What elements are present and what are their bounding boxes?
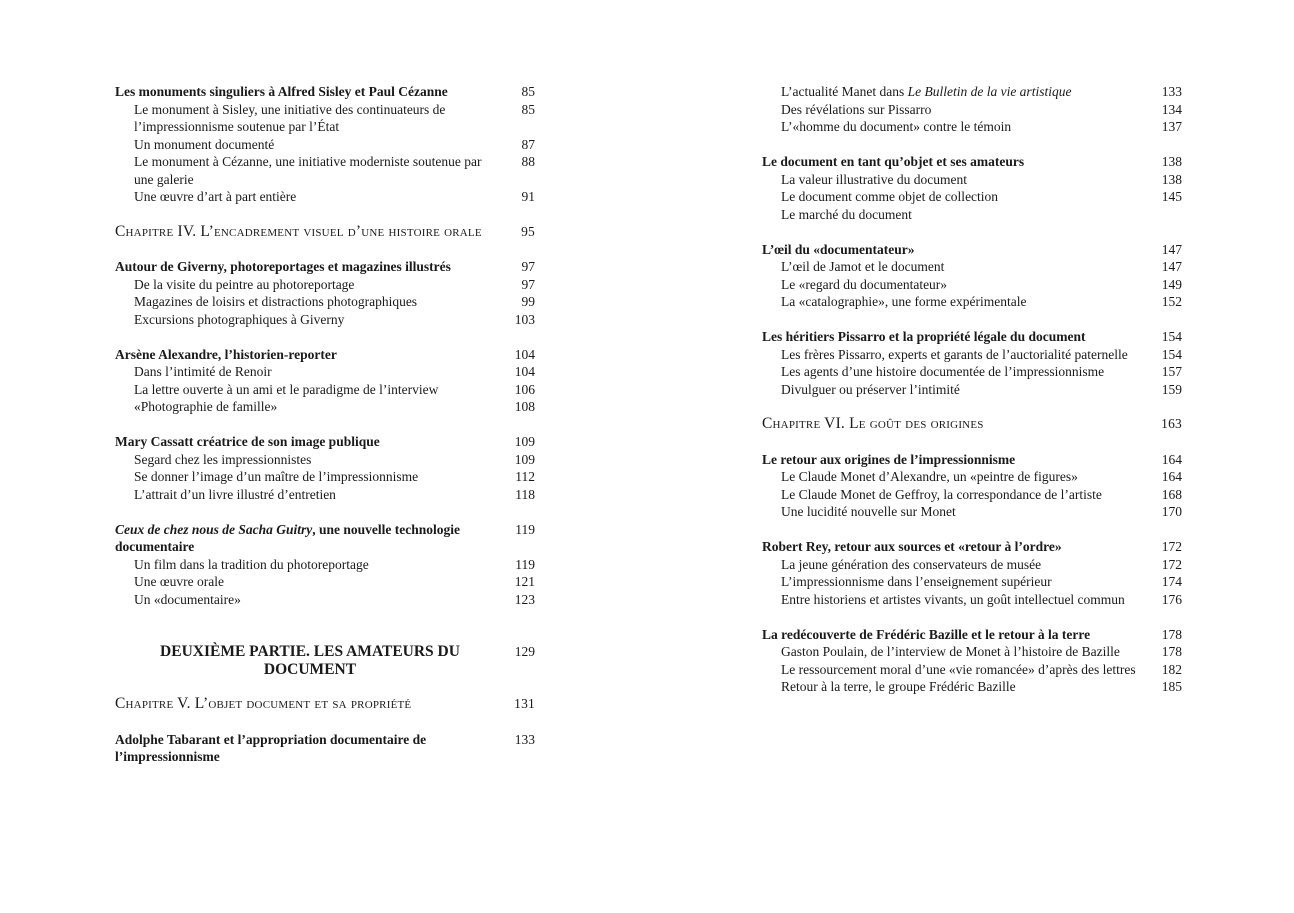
toc-subsection[interactable]: [115, 136, 535, 154]
toc-page-number: 164: [1161, 451, 1182, 467]
toc-page-number: 87: [521, 136, 535, 152]
toc-subsection[interactable]: [115, 293, 535, 311]
toc-subsection[interactable]: [115, 556, 535, 574]
toc-entry-title: De la visite du peintre au photoreportage: [134, 276, 355, 292]
toc-page-number: 104: [514, 364, 535, 379]
toc-page-number: 118: [515, 486, 535, 502]
toc-page-number: 129: [514, 644, 535, 659]
toc-entry-title: Le monument à Sisley, une initiative des continuateurs de l’impressionnisme soutenue par l’État: [134, 101, 446, 134]
toc-subsection[interactable]: [762, 573, 1182, 591]
toc-page-number: 123: [514, 591, 535, 607]
toc-subsection[interactable]: [115, 276, 535, 294]
toc-section[interactable]: [115, 258, 535, 276]
toc-entry-title: L’attrait d’un livre illustré d’entretien: [134, 486, 336, 502]
toc-subsection[interactable]: [762, 101, 1182, 119]
toc-entry-title: Robert Rey, retour aux sources et «retour à l’ordre»: [762, 539, 1062, 554]
toc-page-number: 172: [1161, 539, 1182, 554]
toc-entry-title: Une œuvre d’art à part entière: [134, 189, 297, 204]
toc-entry-title: «Photographie de famille»: [134, 399, 278, 414]
toc-page-number: 103: [514, 311, 535, 327]
toc-subsection[interactable]: [762, 171, 1182, 189]
toc-subsection[interactable]: [762, 643, 1182, 661]
toc-entry-title: L’œil du «documentateur»: [762, 241, 915, 257]
toc-page-number: 168: [1161, 486, 1182, 502]
toc-page-number: 137: [1161, 119, 1182, 134]
toc-section[interactable]: [762, 328, 1182, 346]
toc-entry-title: Arsène Alexandre, l’historien-reporter: [115, 346, 337, 362]
toc-page-number: 97: [521, 276, 535, 292]
toc-entry-title: Une lucidité nouvelle sur Monet: [781, 504, 956, 519]
toc-subsection[interactable]: [115, 591, 535, 609]
toc-page-number: 88: [521, 154, 535, 169]
toc-page-number: 170: [1161, 504, 1182, 519]
toc-page-number: 97: [521, 259, 535, 274]
periodical-title-italic: Le Bulletin de la vie artistique: [907, 84, 1072, 99]
toc-subsection[interactable]: [762, 118, 1182, 136]
toc-page-number: 108: [514, 399, 535, 414]
toc-subsection[interactable]: [762, 83, 1182, 101]
toc-subsection[interactable]: [762, 346, 1182, 364]
toc-entry-title: Les agents d’une histoire documentée de l’impressionnisme: [781, 364, 1105, 379]
toc-entry-title: L’impressionnisme dans l’enseignement supérieur: [781, 574, 1052, 589]
toc-subsection[interactable]: [115, 451, 535, 469]
toc-page-number: 99: [521, 294, 535, 309]
toc-page-number: 149: [1161, 276, 1182, 292]
toc-subsection[interactable]: [115, 363, 535, 381]
toc-page-number: 138: [1161, 154, 1182, 169]
toc-subsection[interactable]: [115, 573, 535, 591]
toc-subsection[interactable]: [762, 276, 1182, 294]
toc-page-number: 185: [1161, 679, 1182, 694]
toc-entry-title: Le Claude Monet d’Alexandre, un «peintre de figures»: [781, 469, 1078, 484]
toc-page-number: 147: [1161, 259, 1182, 274]
toc-entry-title: Magazines de loisirs et distractions photographiques: [134, 294, 418, 309]
toc-entry-title: Autour de Giverny, photoreportages et magazines illustrés: [115, 259, 451, 274]
toc-page-number: 163: [1161, 416, 1182, 431]
toc-subsection[interactable]: [762, 468, 1182, 486]
toc-page-number: 134: [1161, 101, 1182, 117]
toc-entry-title: La redécouverte de Frédéric Bazille et le retour à la terre: [762, 626, 1091, 642]
toc-entry-title: Les monuments singuliers à Alfred Sisley et Paul Cézanne: [115, 84, 448, 99]
toc-section[interactable]: [115, 521, 535, 556]
toc-page-number: 112: [515, 469, 535, 484]
toc-subsection[interactable]: [115, 188, 535, 206]
toc-page-number: 133: [514, 731, 535, 747]
toc-entry-title: Un «documentaire»: [134, 591, 241, 607]
toc-subsection[interactable]: [115, 486, 535, 504]
toc-entry-title: Le monument à Cézanne, une initiative moderniste soutenue par une galerie: [134, 154, 482, 187]
toc-subsection[interactable]: [762, 591, 1182, 609]
toc-section[interactable]: [115, 83, 535, 101]
toc-page-number: 85: [521, 101, 535, 117]
toc-entry-title: Le retour aux origines de l’impressionnisme: [762, 451, 1016, 467]
toc-entry-title: Segard chez les impressionnistes: [134, 451, 312, 467]
toc-subsection[interactable]: [762, 363, 1182, 381]
toc-page-number: 91: [521, 189, 535, 204]
toc-subsection[interactable]: [762, 258, 1182, 276]
toc-entry-title: L’«homme du document» contre le témoin: [781, 119, 1012, 134]
toc-page-number: 85: [521, 84, 535, 99]
toc-subsection[interactable]: [762, 678, 1182, 696]
toc-page-number: 152: [1161, 294, 1182, 309]
toc-page-number: 119: [515, 521, 535, 537]
toc-entry-title-pre: L’actualité Manet dans: [781, 84, 908, 99]
toc-entry-title: Gaston Poulain, de l’interview de Monet à l’histoire de Bazille: [781, 644, 1120, 659]
toc-entry-title: Mary Cassatt créatrice de son image publique: [115, 434, 380, 449]
toc-subsection[interactable]: [762, 188, 1182, 206]
toc-section[interactable]: [762, 626, 1182, 644]
toc-page-number: 178: [1161, 644, 1182, 659]
toc-entry-title: Les frères Pissarro, experts et garants de l’auctorialité paternelle: [781, 346, 1128, 362]
toc-entry-title: Les héritiers Pissarro et la propriété légale du document: [762, 329, 1086, 344]
toc-entry-title: Divulguer ou préserver l’intimité: [781, 381, 960, 397]
toc-entry-title: La valeur illustrative du document: [781, 171, 967, 187]
toc-entry-title: La «catalographie», une forme expérimentale: [781, 294, 1027, 309]
toc-chapter[interactable]: [115, 223, 535, 242]
toc-page-number: 119: [515, 556, 535, 572]
toc-entry-title: Entre historiens et artistes vivants, un goût intellectuel commun: [781, 591, 1125, 607]
toc-page-number: 154: [1161, 346, 1182, 362]
toc-page-number: 178: [1161, 626, 1182, 642]
toc-page-number: 121: [514, 574, 535, 589]
toc-page-number: 154: [1161, 329, 1182, 344]
toc-page-number: 182: [1161, 661, 1182, 677]
toc-page-number: 109: [514, 434, 535, 449]
toc-subsection[interactable]: [762, 293, 1182, 311]
toc-entry-title: Des révélations sur Pissarro: [781, 101, 932, 117]
toc-entry-title-rest: , une nouvelle technologie documentaire: [115, 521, 461, 554]
toc-subsection[interactable]: [762, 381, 1182, 399]
toc-page-number: 131: [514, 696, 535, 711]
toc-subsection[interactable]: [762, 486, 1182, 504]
toc-subsection[interactable]: [115, 311, 535, 329]
toc-page-number: 147: [1161, 241, 1182, 257]
toc-chapter[interactable]: [115, 695, 535, 714]
toc-page-number: 157: [1161, 364, 1182, 379]
toc-entry-title: Adolphe Tabarant et l’appropriation documentaire de l’impressionnisme: [115, 731, 427, 764]
toc-entry-title: L’œil de Jamot et le document: [781, 259, 945, 274]
toc-subsection[interactable]: [762, 206, 1182, 224]
toc-entry-title: Le ressourcement moral d’une «vie romancée» d’après des lettres: [781, 661, 1136, 677]
toc-subsection[interactable]: [115, 468, 535, 486]
toc-page-number: 133: [1161, 84, 1182, 99]
toc-entry-title: Un monument documenté: [134, 136, 275, 152]
toc-page-number: 176: [1161, 591, 1182, 607]
toc-entry-title: Retour à la terre, le groupe Frédéric Bazille: [781, 679, 1016, 694]
toc-section[interactable]: [762, 153, 1182, 171]
toc-entry-title: Un film dans la tradition du photoreportage: [134, 556, 369, 572]
toc-entry-title: Chapitre V. L’objet document et sa propriété: [115, 695, 412, 712]
toc-page-number: 138: [1161, 171, 1182, 187]
toc-entry-title: DEUXIÈME PARTIE. LES AMATEURS DU DOCUMENT: [160, 643, 460, 678]
toc-section[interactable]: [762, 451, 1182, 469]
toc-page-number: 109: [514, 451, 535, 467]
toc-entry-title: Se donner l’image d’un maître de l’impressionnisme: [134, 469, 419, 484]
toc-subsection[interactable]: [762, 556, 1182, 574]
toc-entry-title: La lettre ouverte à un ami et le paradigme de l’interview: [134, 381, 439, 397]
toc-subsection[interactable]: [115, 101, 535, 136]
toc-entry-title: Le Claude Monet de Geffroy, la correspondance de l’artiste: [781, 486, 1102, 502]
toc-entry-title: Une œuvre orale: [134, 574, 224, 589]
toc-chapter[interactable]: [762, 415, 1182, 434]
toc-subsection[interactable]: [115, 381, 535, 399]
toc-entry-title: Dans l’intimité de Renoir: [134, 364, 272, 379]
toc-page-number: 106: [514, 381, 535, 397]
toc-entry-title: Chapitre VI. Le goût des origines: [762, 415, 984, 432]
toc-entry-title: Le document comme objet de collection: [781, 189, 999, 204]
toc-page-number: 145: [1161, 189, 1182, 204]
toc-page-number: 104: [514, 346, 535, 362]
toc-subsection[interactable]: [115, 398, 535, 416]
film-title-italic: Ceux de chez nous de Sacha Guitry: [115, 521, 313, 537]
toc-subsection[interactable]: [762, 661, 1182, 679]
toc-page-number: 174: [1161, 574, 1182, 589]
toc-column-left: [115, 83, 535, 766]
toc-subsection[interactable]: [762, 503, 1182, 521]
toc-section[interactable]: [762, 538, 1182, 556]
toc-entry-title: [762, 83, 1142, 101]
toc-section[interactable]: [762, 241, 1182, 259]
toc-section[interactable]: [115, 346, 535, 364]
toc-entry-title: Chapitre IV. L’encadrement visuel d’une histoire orale: [115, 222, 482, 240]
toc-page-number: 95: [521, 223, 535, 239]
toc-page-number: 172: [1161, 556, 1182, 572]
toc-column-right: [762, 83, 1182, 696]
toc-entry-title: Excursions photographiques à Giverny: [134, 311, 345, 327]
toc-entry-title: Le «regard du documentateur»: [781, 276, 948, 292]
toc-entry-title: [115, 521, 495, 556]
toc-section[interactable]: [115, 433, 535, 451]
toc-entry-title: La jeune génération des conservateurs de musée: [781, 556, 1042, 572]
toc-entry-title: Le document en tant qu’objet et ses amateurs: [762, 154, 1025, 169]
toc-part[interactable]: [115, 643, 535, 678]
toc-page-number: 159: [1161, 381, 1182, 397]
toc-subsection[interactable]: [115, 153, 535, 188]
toc-section[interactable]: [115, 731, 535, 766]
toc-page-number: 164: [1161, 469, 1182, 484]
toc-entry-title: Le marché du document: [781, 206, 912, 222]
